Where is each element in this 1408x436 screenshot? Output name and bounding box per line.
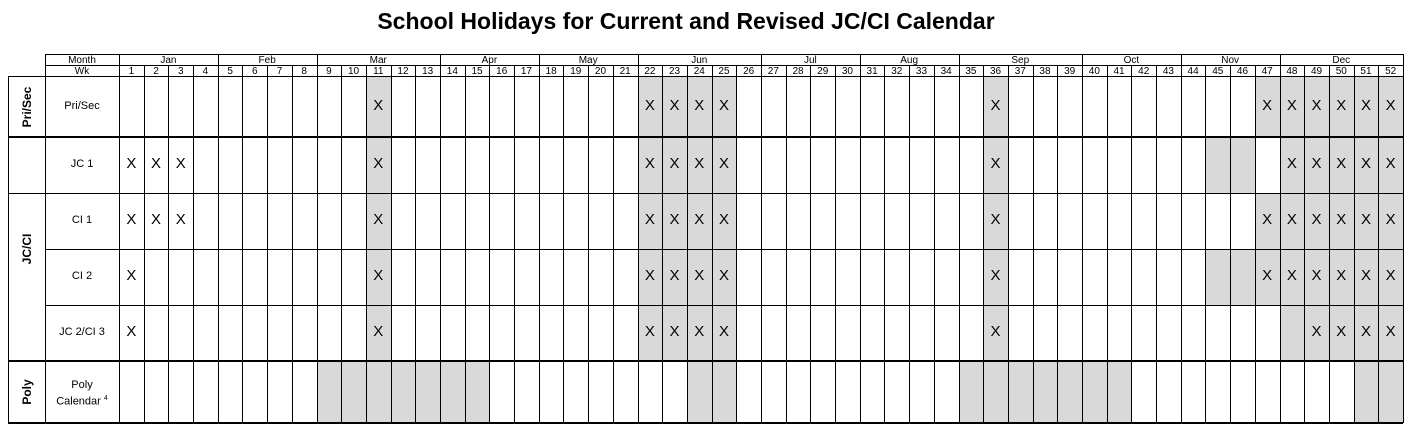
week-number: 49 [1311,66,1323,77]
holiday-shade-cell [1057,361,1082,423]
holiday-mark: X [1385,96,1396,114]
holiday-mark: X [718,323,729,340]
week-number: 45 [1212,66,1224,77]
week-number: 47 [1261,66,1273,77]
week-column-line [712,65,713,423]
holiday-mark: X [990,323,1001,340]
holiday-mark: X [718,211,729,228]
week-column-line [317,54,318,423]
week-number: 28 [792,66,804,77]
holiday-mark: X [1262,211,1273,228]
holiday-shade-cell [440,361,465,423]
week-number: 42 [1138,66,1150,77]
month-label: Feb [258,55,276,66]
month-label: Dec [1332,55,1351,66]
week-number: 44 [1187,66,1199,77]
week-column-line [1008,65,1009,423]
week-number: 15 [471,66,483,77]
holiday-mark: X [1311,323,1322,340]
holiday-shade-cell [317,361,342,423]
holiday-mark: X [718,267,729,284]
week-number: 48 [1286,66,1298,77]
week-number: 18 [545,66,557,77]
month-label: Sep [1011,55,1030,66]
holiday-mark: X [373,323,384,340]
holiday-mark: X [644,211,655,228]
row-divider [45,305,1403,306]
week-number: 17 [520,66,532,77]
month-label: May [578,55,598,66]
holiday-shade-cell [983,361,1008,423]
holiday-mark: X [151,155,162,172]
week-number: 29 [817,66,829,77]
row-label: Poly Calendar $^4$ [56,379,108,408]
holiday-mark: X [126,155,137,172]
week-column-line [489,65,490,423]
week-number: 33 [915,66,928,77]
week-number: 2 [153,66,159,77]
week-number: 21 [619,66,631,77]
week-number: 22 [644,66,656,77]
week-number: 37 [1014,66,1026,77]
holiday-shade-cell [1230,137,1255,193]
holiday-mark: X [1286,155,1297,172]
group-label: Poly [19,379,34,405]
holiday-mark: X [644,96,655,114]
holiday-mark: X [669,211,680,228]
week-number: 40 [1088,66,1100,77]
holiday-mark: X [694,96,705,114]
holiday-mark: X [990,155,1001,172]
holiday-mark: X [1360,267,1371,284]
week-number: 3 [177,66,184,77]
week-column-line [465,65,466,423]
week-number: 25 [718,66,730,77]
week-column-line [242,65,243,423]
holiday-mark: X [1262,267,1273,284]
holiday-mark: X [373,155,384,172]
holiday-shade-cell [1033,361,1058,423]
holiday-shade-cell [415,361,440,423]
week-header-label: Wk [74,66,90,77]
week-number: 4 [202,66,209,77]
week-column-line [1205,65,1206,423]
week-column-line [267,65,268,423]
week-column-line [1181,54,1182,423]
holiday-mark: X [718,155,729,172]
holiday-shade-cell [959,361,984,423]
week-number: 35 [965,66,977,77]
week-number: 6 [252,66,258,77]
holiday-mark: X [644,155,655,172]
month-label: Jun [691,55,708,66]
week-number: 7 [276,66,283,77]
week-column-line [613,65,614,423]
holiday-mark: X [175,211,186,228]
month-label: Jul [803,55,817,66]
page-title: School Holidays for Current and Revised JC/CI Calendar [377,8,995,34]
week-number: 11 [373,66,384,77]
week-column-line [1255,65,1256,423]
week-column-line [514,65,515,423]
holiday-mark: X [669,96,680,114]
holiday-mark: X [1311,267,1322,284]
holiday-mark: X [1360,323,1371,340]
week-column-line [761,54,762,423]
holiday-mark: X [126,323,137,340]
week-column-line [588,65,589,423]
week-column-line [415,65,416,423]
holiday-mark: X [1385,323,1396,340]
holiday-shade-cell [1107,361,1132,423]
week-column-line [687,65,688,423]
holiday-mark: X [1385,211,1396,228]
holiday-shade-cell [1205,249,1230,305]
week-column-line [168,65,169,423]
week-number: 36 [990,66,1002,77]
group-label: JC/CI [19,233,34,265]
week-column-line [810,65,811,423]
holiday-mark: X [1360,96,1371,114]
holiday-mark: X [669,267,680,284]
week-number: 38 [1039,66,1051,77]
holiday-mark: X [694,211,705,228]
week-number: 23 [669,66,681,77]
holiday-mark: X [1286,96,1297,114]
holiday-mark: X [175,155,186,172]
holiday-shade-cell [341,361,366,423]
week-column-line [391,65,392,423]
row-label: Pri/Sec [64,99,100,112]
week-number: 27 [767,66,779,77]
week-number: 16 [496,66,508,77]
week-column-line [1131,65,1132,423]
week-number: 10 [348,66,360,77]
holiday-mark: X [1286,211,1297,228]
week-column-line [983,65,984,423]
week-number: 30 [841,66,853,77]
week-number: 43 [1162,66,1174,77]
left-border [8,76,9,423]
week-column-line [1156,65,1157,423]
holiday-mark: X [669,155,680,172]
week-number: 52 [1385,66,1397,77]
holiday-shade-cell [1205,137,1230,193]
holiday-shade-cell [1378,361,1403,423]
week-number: 50 [1335,66,1347,77]
holiday-shade-cell [687,361,712,423]
month-label: Oct [1123,55,1140,66]
holiday-mark: X [694,323,705,340]
week-column-line [736,65,737,423]
group-label: Pri/Sec [19,86,34,127]
holiday-mark: X [1336,96,1347,114]
week-number: 24 [693,66,705,77]
week-column-line [1082,54,1083,423]
week-column-line [1057,65,1058,423]
holiday-mark: X [1286,267,1297,284]
week-number: 1 [128,66,135,77]
row-label: JC 1 [70,158,94,170]
holiday-mark: X [644,323,655,340]
holiday-shade-cell [391,361,416,423]
week-column-line [366,65,367,423]
holiday-mark: X [126,267,137,284]
week-column-line [539,54,540,423]
week-column-line [1107,65,1108,423]
holiday-mark: X [694,155,705,172]
week-column-line [1033,65,1034,423]
holiday-mark: X [1311,96,1322,114]
month-label: Mar [369,55,387,66]
week-number: 34 [940,66,952,77]
week-column-line [934,65,935,423]
holiday-mark: X [1336,323,1347,340]
week-column-line [1354,65,1355,423]
week-column-line [193,65,194,423]
holiday-shade-cell [1280,305,1305,361]
week-column-line [292,65,293,423]
week-column-line [909,65,910,423]
week-column-line [1230,65,1231,423]
month-label: Nov [1221,55,1240,66]
week-number: 8 [301,66,307,77]
week-column-line [144,65,145,423]
holiday-mark: X [373,211,384,228]
week-column-line [1378,65,1379,423]
holiday-mark: X [1336,267,1347,284]
row-label: JC 2/CI 3 [59,326,105,338]
week-column-line [662,65,663,423]
week-number: 31 [866,66,878,77]
month-label: Jan [160,55,177,66]
week-number: 20 [594,66,607,77]
holiday-shade-cell [1082,361,1107,423]
holiday-mark: X [694,267,705,284]
week-number: 9 [326,66,332,77]
holiday-mark: X [126,211,137,228]
row-label: CI 1 [71,214,93,226]
week-number: 14 [446,66,458,77]
week-number: 46 [1236,66,1249,77]
holiday-mark: X [151,211,162,228]
week-column-line [1329,65,1330,423]
month-label: Aug [900,55,919,66]
holiday-mark: X [1360,211,1371,228]
month-header-label: Month [68,55,96,66]
week-column-line [835,65,836,423]
holiday-mark: X [1262,96,1273,114]
holiday-mark: X [373,267,384,284]
holiday-shade-cell [712,361,737,423]
week-number: 12 [397,66,409,77]
week-column-line [563,65,564,423]
week-column-line [884,65,885,423]
holiday-mark: X [990,211,1001,228]
week-number: 5 [227,66,233,77]
holiday-shade-cell [1008,361,1033,423]
holiday-mark: X [990,267,1001,284]
week-column-line [860,54,861,423]
holiday-mark: X [1336,211,1347,228]
holiday-mark: X [1336,155,1347,172]
week-column-line [341,65,342,423]
week-number: 41 [1113,66,1125,77]
week-number: 32 [891,66,903,77]
holiday-mark: X [373,96,384,114]
week-column-line [959,54,960,423]
week-column-line [1304,65,1305,423]
holiday-mark: X [718,96,729,114]
row-label: CI 2 [71,270,93,282]
holiday-shade-cell [1354,361,1379,423]
holiday-shade-cell [465,361,490,423]
month-label: Apr [481,55,498,66]
holiday-mark: X [1385,267,1396,284]
week-number: 26 [743,66,755,77]
holiday-mark: X [1385,155,1396,172]
week-start-line [119,54,120,423]
week-number: 13 [422,66,434,77]
holiday-mark: X [1311,211,1322,228]
holiday-shade-cell [366,361,391,423]
week-column-line [440,54,441,423]
holiday-mark: X [1311,155,1322,172]
holiday-shade-cell [1230,249,1255,305]
week-number: 19 [570,66,582,77]
week-number: 39 [1064,66,1076,77]
week-column-line [786,65,787,423]
holiday-mark: X [1360,155,1371,172]
week-number: 51 [1360,66,1372,77]
row-divider [45,249,1403,250]
week-column-line [1403,54,1404,423]
holiday-mark: X [644,267,655,284]
holiday-mark: X [990,96,1001,114]
week-column-line [218,54,219,423]
holiday-mark: X [669,323,680,340]
